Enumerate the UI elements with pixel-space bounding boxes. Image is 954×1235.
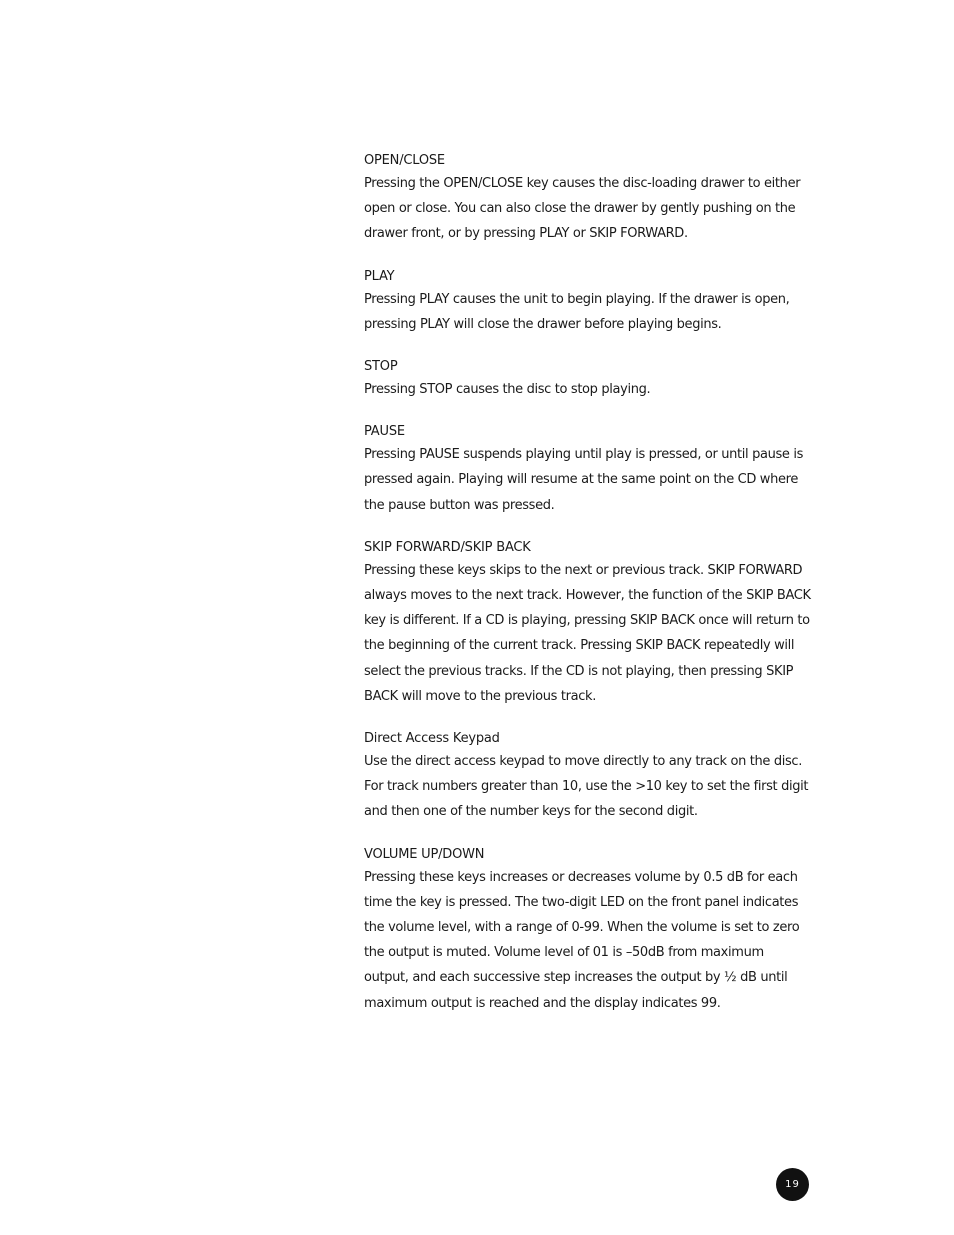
text-line: pressed again. Playing will resume at the same point on the CD where <box>364 472 798 488</box>
section-stop <box>364 356 814 402</box>
section-heading: PAUSE <box>364 424 405 440</box>
text-line: key is different. If a CD is playing, pressing SKIP BACK once will return to <box>364 613 810 629</box>
text-line: Use the direct access keypad to move directly to any track on the disc. <box>364 754 802 770</box>
section-skip <box>364 537 814 709</box>
text-line: time the key is pressed. The two-digit LED on the front panel indicates <box>364 894 799 910</box>
text-line: output, and each successive step increases the output by ½ dB until <box>364 970 788 986</box>
section-heading: PLAY <box>364 268 395 284</box>
section-volume <box>364 844 814 1016</box>
text-line: Pressing PLAY causes the unit to begin playing. If the drawer is open, <box>364 291 790 307</box>
text-line: select the previous tracks. If the CD is not playing, then pressing SKIP <box>364 663 794 679</box>
text-line: and then one of the number keys for the second digit. <box>364 804 698 820</box>
section-play <box>364 266 814 337</box>
section-pause <box>364 421 814 518</box>
section-heading: SKIP FORWARD/SKIP BACK <box>364 539 531 555</box>
text-line: Pressing STOP causes the disc to stop playing. <box>364 382 651 398</box>
text-line: always moves to the next track. However, the function of the SKIP BACK <box>364 588 811 604</box>
page-number-badge: 19 <box>776 1168 809 1201</box>
text-line: Pressing these keys increases or decreases volume by 0.5 dB for each <box>364 869 798 885</box>
text-line: drawer front, or by pressing PLAY or SKIP FORWARD. <box>364 226 688 242</box>
text-line: Pressing the OPEN/CLOSE key causes the disc-loading drawer to either <box>364 176 801 191</box>
section-heading: STOP <box>364 359 398 375</box>
section-heading: OPEN/CLOSE <box>364 153 445 168</box>
section-direct-access-keypad <box>364 728 814 825</box>
section-heading: Direct Access Keypad <box>364 731 500 747</box>
text-line: open or close. You can also close the drawer by gently pushing on the <box>364 201 796 217</box>
section-heading: VOLUME UP/DOWN <box>364 846 485 862</box>
text-line: maximum output is reached and the display indicates 99. <box>364 995 721 1011</box>
text-line: the output is muted. Volume level of 01 is –50dB from maximum <box>364 945 764 961</box>
text-line: the volume level, with a range of 0-99. When the volume is set to zero <box>364 920 800 936</box>
text-line: Pressing these keys skips to the next or previous track. SKIP FORWARD <box>364 562 803 578</box>
text-line: For track numbers greater than 10, use the >10 key to set the first digit <box>364 779 809 795</box>
manual-content <box>364 150 814 1035</box>
text-line: Pressing PAUSE suspends playing until play is pressed, or until pause is <box>364 447 804 463</box>
text-line: pressing PLAY will close the drawer before playing begins. <box>364 316 722 332</box>
text-line: the beginning of the current track. Pressing SKIP BACK repeatedly will <box>364 638 795 654</box>
text-line: the pause button was pressed. <box>364 497 555 513</box>
text-line: BACK will move to the previous track. <box>364 688 596 704</box>
section-open-close <box>364 150 814 247</box>
